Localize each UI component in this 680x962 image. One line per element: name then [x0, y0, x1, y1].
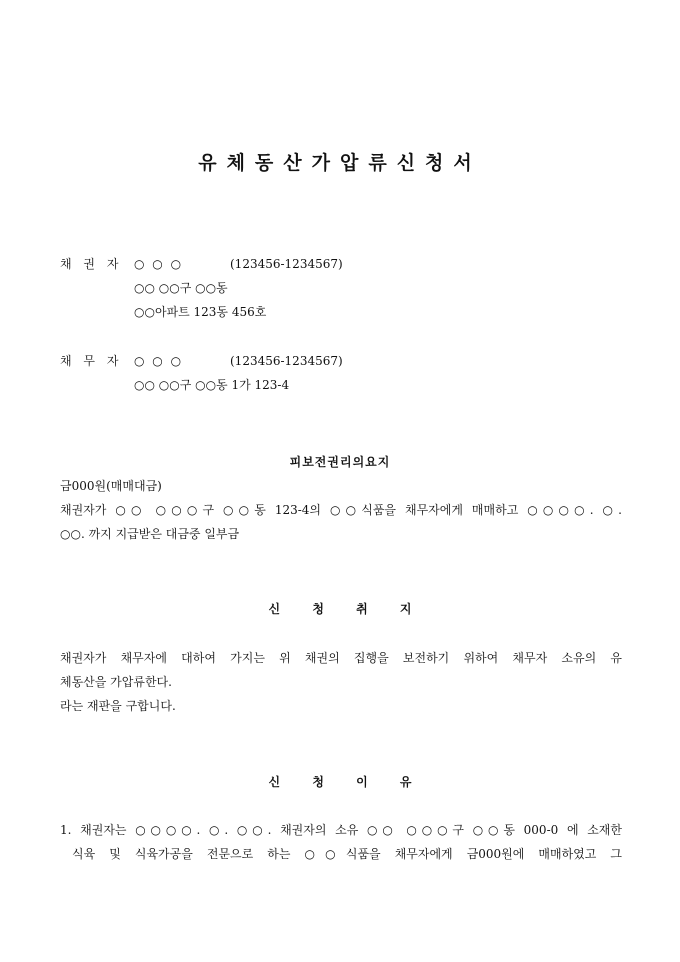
claim-heading: 피보전권리의요지: [289, 455, 391, 469]
debtor-address-line1: ○○ ○○구 ○○동 1가 123-4: [134, 378, 290, 392]
purpose-heading: 신 청 취 지: [268, 602, 412, 616]
debtor-name: ○ ○ ○: [134, 354, 184, 368]
purpose-body: [60, 646, 622, 718]
reason-item1-line-2: 식육 및 식육가공을 전문으로 하는 ○○식품을 채무자에게 금000원에 매매하였고 그: [72, 847, 622, 861]
creditor-id: (123456-1234567): [230, 257, 343, 271]
reason-heading: 신 청 이 유: [268, 775, 412, 789]
claim-body: [60, 474, 622, 546]
debtor-id: (123456-1234567): [230, 354, 343, 368]
claim-line-1: 채권자가 ○○ ○○○구 ○○동 123-4의 ○○식품을 채무자에게 매매하고 ○○○○. ○.: [60, 503, 622, 517]
purpose-line-1: 채권자가 채무자에 대하여 가지는 위 채권의 집행을 보전하기 위하여 채무자 소유의 유: [60, 651, 622, 665]
reason-item1-line-1: 1. 채권자는 ○○○○. ○. ○○. 채권자의 소유 ○○ ○○○구 ○○동 000-0 에 소재한: [60, 823, 622, 837]
creditor-label: 채 권 자: [60, 257, 123, 271]
creditor-address-line1: ○○ ○○구 ○○동: [134, 281, 228, 295]
debtor-block: [60, 349, 343, 397]
claim-line-2: ○○. 까지 지급받은 대금중 일부금: [60, 527, 240, 541]
claim-amount: 금000원(매매대금): [60, 479, 162, 493]
creditor-address-line2: ○○아파트 123동 456호: [134, 305, 267, 319]
purpose-line-3: 라는 재판을 구합니다.: [60, 699, 176, 713]
document-title: 유체동산가압류신청서: [198, 152, 482, 174]
purpose-line-2: 체동산을 가압류한다.: [60, 675, 172, 689]
reason-body: [60, 818, 622, 866]
debtor-label: 채 무 자: [60, 354, 123, 368]
creditor-name: ○ ○ ○: [134, 257, 184, 271]
creditor-block: [60, 252, 343, 324]
